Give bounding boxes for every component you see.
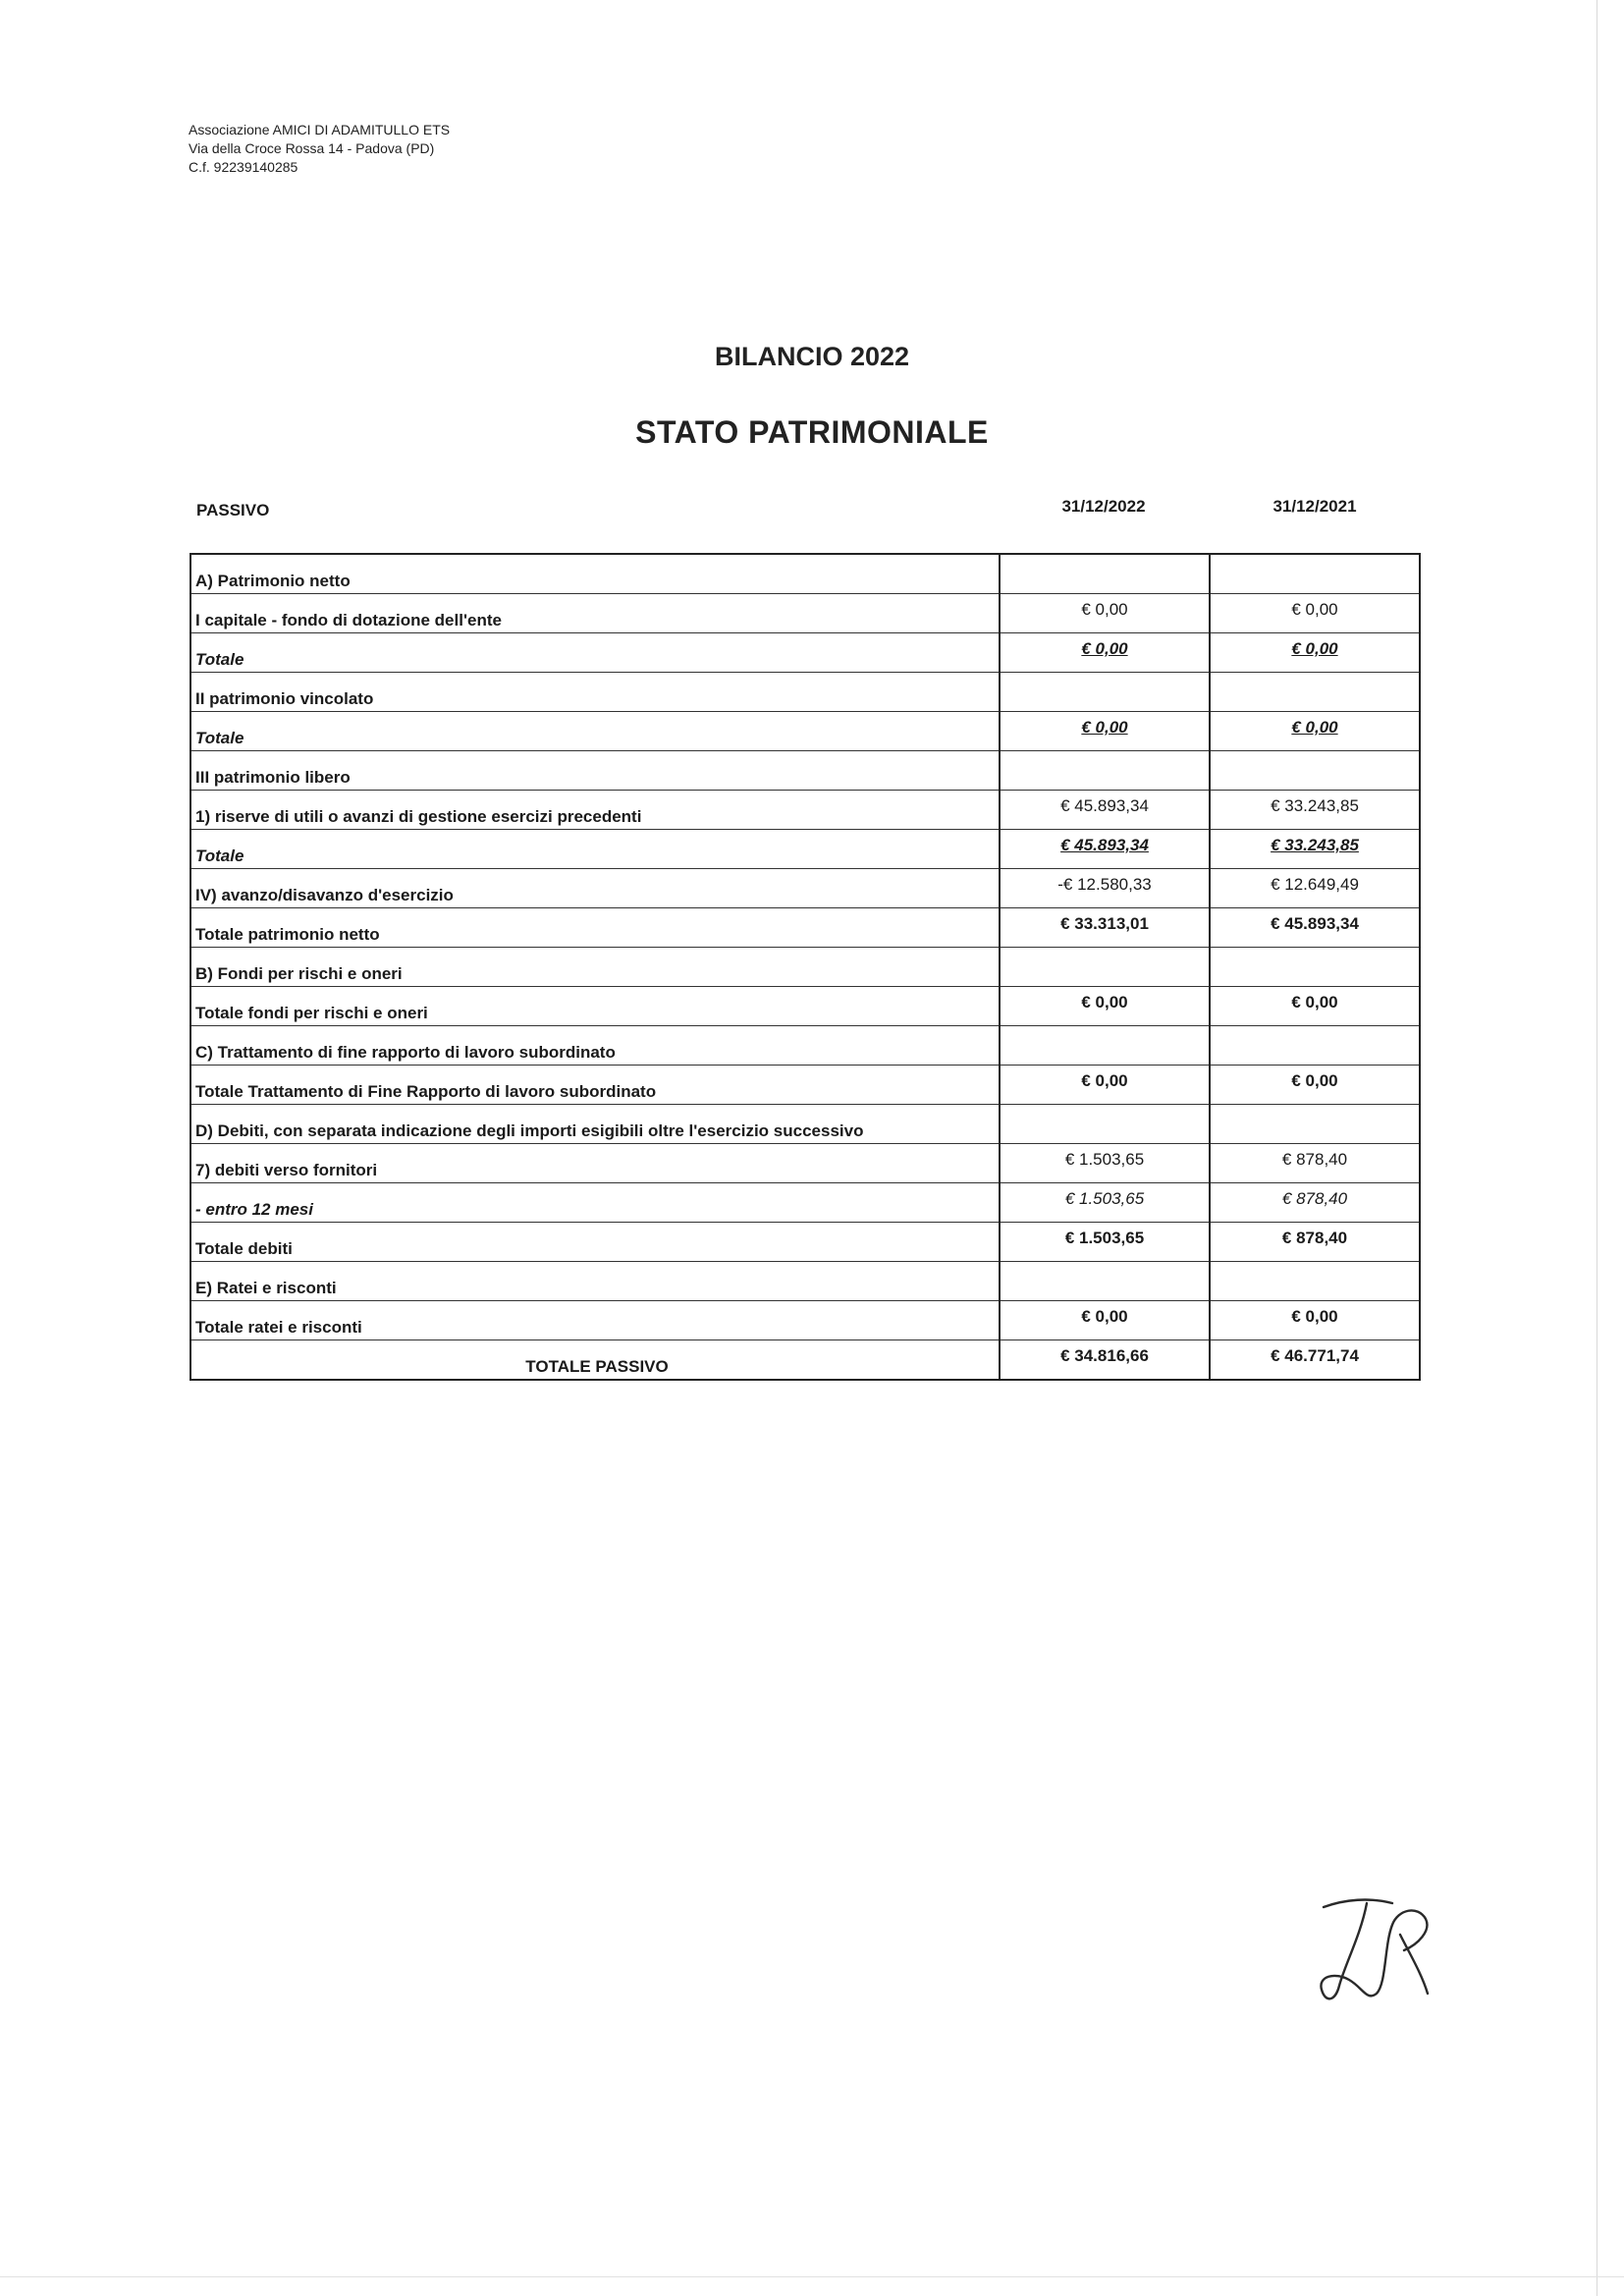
document-title: BILANCIO 2022 — [714, 342, 910, 371]
value-2021: € 0,00 — [1210, 1301, 1420, 1340]
table-row — [190, 1144, 1420, 1183]
value-2022: € 0,00 — [1000, 633, 1210, 673]
value-2022 — [1000, 751, 1210, 791]
row-label: I capitale - fondo di dotazione dell'ente — [190, 594, 1000, 633]
value-2022: € 45.893,34 — [1000, 830, 1210, 869]
handwritten-signature-icon — [1316, 1895, 1443, 2013]
table-row — [190, 594, 1420, 633]
row-label: Totale Trattamento di Fine Rapporto di lavoro subordinato — [190, 1066, 1000, 1105]
value-2022 — [1000, 1262, 1210, 1301]
value-2021 — [1210, 554, 1420, 594]
row-label: A) Patrimonio netto — [190, 554, 1000, 594]
table-row — [190, 633, 1420, 673]
organization-name: Associazione AMICI DI ADAMITULLO ETS — [189, 122, 451, 137]
organization-tax-code: C.f. 92239140285 — [189, 159, 298, 175]
table-row — [190, 673, 1420, 712]
value-2022 — [1000, 948, 1210, 987]
row-label: - entro 12 mesi — [190, 1183, 1000, 1223]
value-2022: € 1.503,65 — [1000, 1144, 1210, 1183]
row-label: TOTALE PASSIVO — [190, 1340, 1000, 1381]
table-row — [190, 1262, 1420, 1301]
value-2022: € 34.816,66 — [1000, 1340, 1210, 1381]
row-label: II patrimonio vincolato — [190, 673, 1000, 712]
row-label: Totale — [190, 830, 1000, 869]
value-2022: € 0,00 — [1000, 987, 1210, 1026]
value-2022: € 0,00 — [1000, 1066, 1210, 1105]
value-2022: € 45.893,34 — [1000, 791, 1210, 830]
value-2022: -€ 12.580,33 — [1000, 869, 1210, 908]
value-2021: € 878,40 — [1210, 1183, 1420, 1223]
row-label: Totale fondi per rischi e oneri — [190, 987, 1000, 1026]
value-2021: € 878,40 — [1210, 1144, 1420, 1183]
value-2021: € 0,00 — [1210, 633, 1420, 673]
value-2021: € 12.649,49 — [1210, 869, 1420, 908]
table-row — [190, 1066, 1420, 1105]
scan-edge-line — [0, 2276, 1624, 2277]
row-label: D) Debiti, con separata indicazione degli importi esigibili oltre l'esercizio successivo — [190, 1105, 1000, 1144]
value-2021 — [1210, 1262, 1420, 1301]
document-subtitle: STATO PATRIMONIALE — [635, 414, 989, 450]
table-row — [190, 791, 1420, 830]
row-label: 7) debiti verso fornitori — [190, 1144, 1000, 1183]
value-2021 — [1210, 751, 1420, 791]
value-2021: € 33.243,85 — [1210, 791, 1420, 830]
row-label: B) Fondi per rischi e oneri — [190, 948, 1000, 987]
row-label: Totale ratei e risconti — [190, 1301, 1000, 1340]
table-row — [190, 908, 1420, 948]
table-row — [190, 830, 1420, 869]
row-label: Totale debiti — [190, 1223, 1000, 1262]
value-2022 — [1000, 673, 1210, 712]
section-label-passivo: PASSIVO — [196, 501, 270, 519]
table-row — [190, 1223, 1420, 1262]
value-2021: € 45.893,34 — [1210, 908, 1420, 948]
value-2021 — [1210, 948, 1420, 987]
organization-address: Via della Croce Rossa 14 - Padova (PD) — [189, 140, 435, 156]
value-2022 — [1000, 1026, 1210, 1066]
table-row — [190, 948, 1420, 987]
row-label: Totale — [190, 633, 1000, 673]
table-row — [190, 1026, 1420, 1066]
row-label: Totale patrimonio netto — [190, 908, 1000, 948]
row-label: III patrimonio libero — [190, 751, 1000, 791]
table-row — [190, 987, 1420, 1026]
column-header-2022: 31/12/2022 — [1061, 497, 1146, 516]
value-2021: € 0,00 — [1210, 987, 1420, 1026]
value-2021: € 0,00 — [1210, 594, 1420, 633]
organization-header — [189, 121, 450, 177]
value-2022: € 0,00 — [1000, 594, 1210, 633]
value-2022 — [1000, 1105, 1210, 1144]
value-2022 — [1000, 554, 1210, 594]
value-2022: € 33.313,01 — [1000, 908, 1210, 948]
value-2021 — [1210, 1105, 1420, 1144]
table-row — [190, 1183, 1420, 1223]
row-label: Totale — [190, 712, 1000, 751]
table-row — [190, 1105, 1420, 1144]
table-row-total-passivo — [190, 1340, 1420, 1381]
value-2022: € 0,00 — [1000, 712, 1210, 751]
value-2021 — [1210, 673, 1420, 712]
value-2022: € 1.503,65 — [1000, 1223, 1210, 1262]
table-row — [190, 751, 1420, 791]
table-row — [190, 712, 1420, 751]
row-label: E) Ratei e risconti — [190, 1262, 1000, 1301]
value-2022: € 0,00 — [1000, 1301, 1210, 1340]
table-row — [190, 869, 1420, 908]
value-2021: € 46.771,74 — [1210, 1340, 1420, 1381]
row-label: C) Trattamento di fine rapporto di lavoro subordinato — [190, 1026, 1000, 1066]
value-2022: € 1.503,65 — [1000, 1183, 1210, 1223]
value-2021 — [1210, 1026, 1420, 1066]
row-label: 1) riserve di utili o avanzi di gestione esercizi precedenti — [190, 791, 1000, 830]
passivo-table — [189, 553, 1421, 1381]
row-label: IV) avanzo/disavanzo d'esercizio — [190, 869, 1000, 908]
value-2021: € 0,00 — [1210, 712, 1420, 751]
value-2021: € 0,00 — [1210, 1066, 1420, 1105]
column-header-2021: 31/12/2021 — [1272, 497, 1357, 516]
table-row — [190, 1301, 1420, 1340]
table-row — [190, 554, 1420, 594]
value-2021: € 33.243,85 — [1210, 830, 1420, 869]
value-2021: € 878,40 — [1210, 1223, 1420, 1262]
